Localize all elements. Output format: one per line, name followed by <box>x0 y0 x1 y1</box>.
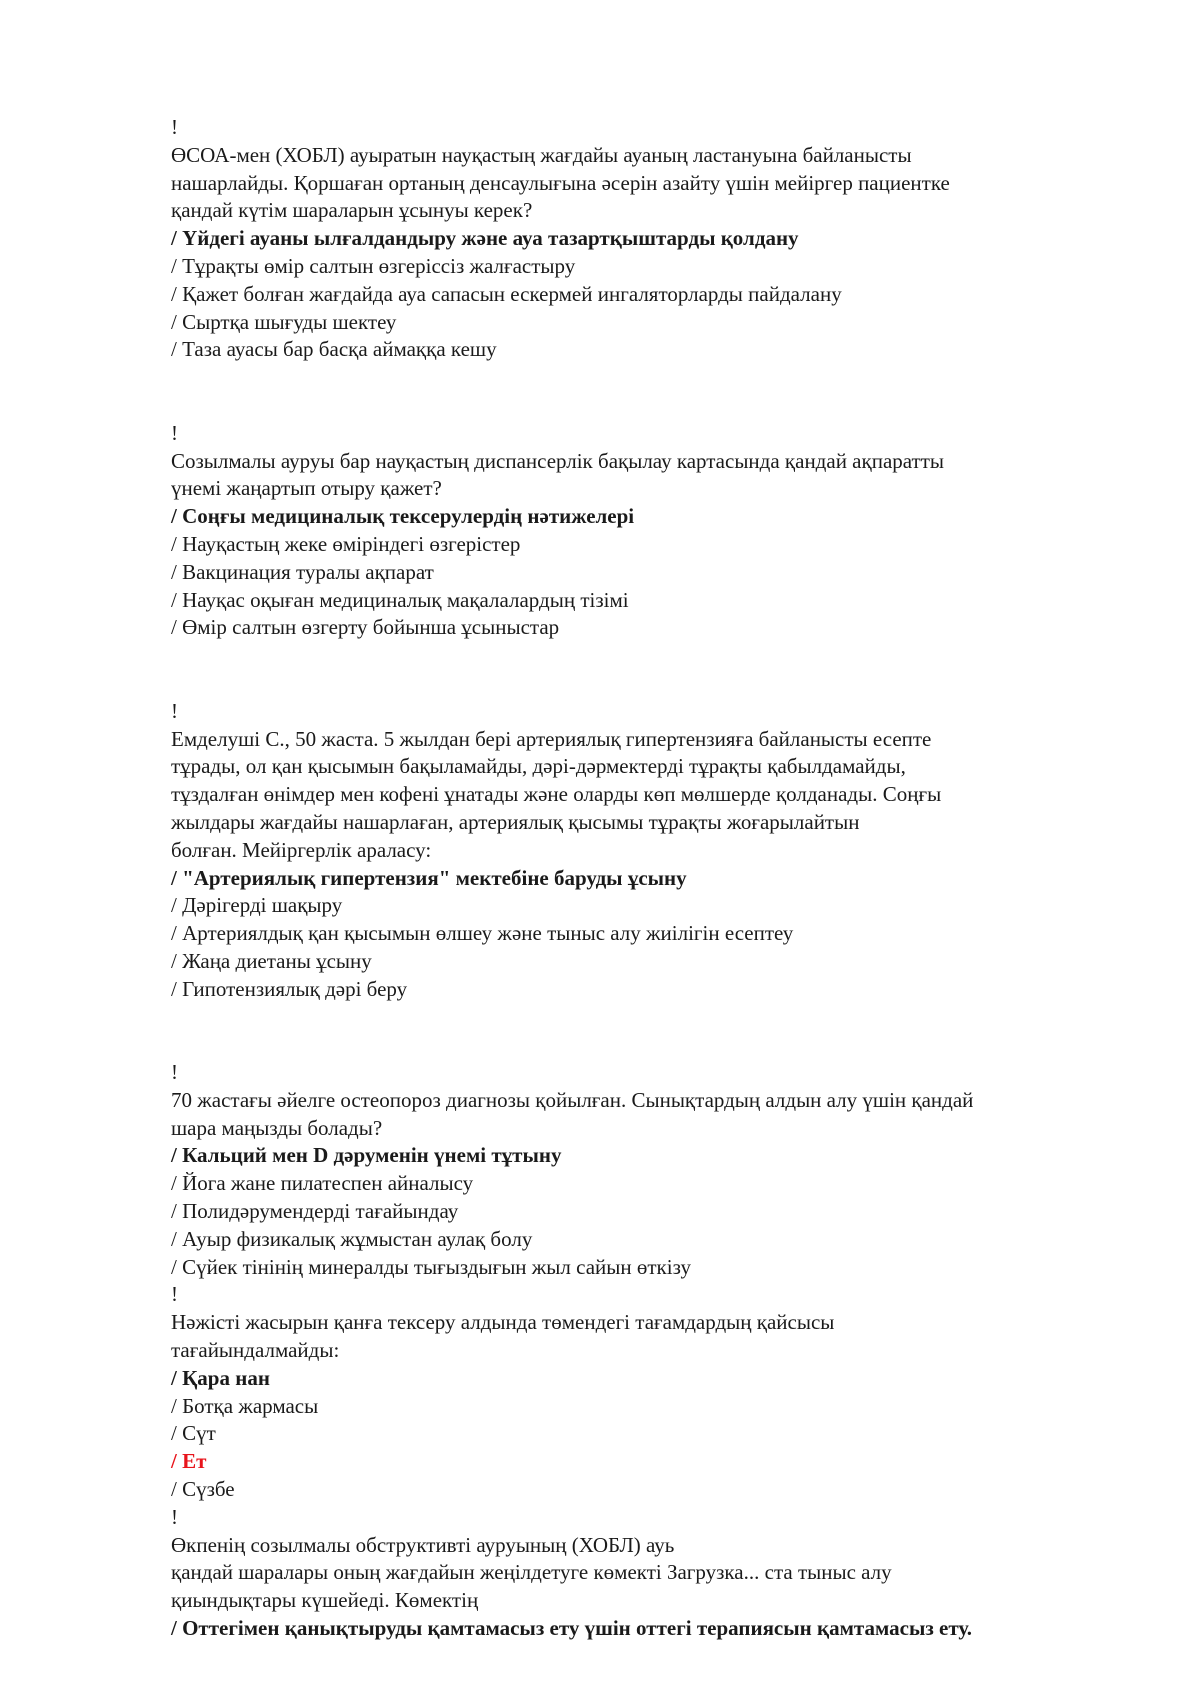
answer-option: / Сүзбе <box>171 1477 235 1502</box>
blank-line <box>171 642 1131 670</box>
question-block <box>171 1504 1131 1643</box>
answer-option: / Сүйек тінінің минералды тығыздығын жыл сайын өткізу <box>171 1254 691 1279</box>
answer-option: / Сүт <box>171 1421 216 1446</box>
question-block <box>171 420 1131 642</box>
question-text-line: шара маңызды болады? <box>171 1115 383 1140</box>
answer-option: / Йога жане пилатеспен айналысу <box>171 1171 474 1196</box>
correct-answer: / Үйдегі ауаны ылғалдандыру және ауа тазартқыштарды қолдану <box>171 226 799 251</box>
answer-option: / Науқас оқыған медициналық мақалалардың тізімі <box>171 587 629 612</box>
question-block <box>171 698 1131 1004</box>
question-marker: ! <box>171 1504 178 1529</box>
question-marker: ! <box>171 1060 178 1085</box>
question-text-line: үнемі жаңартып отыру қажет? <box>171 476 442 501</box>
answer-option: / Қажет болған жағдайда ауа сапасын ескермей ингаляторларды пайдалану <box>171 281 842 306</box>
correct-answer: / Соңғы медициналық тексерулердің нәтижелері <box>171 504 635 529</box>
question-block <box>171 1059 1131 1281</box>
question-text-line: болған. Мейіргерлік араласу: <box>171 837 432 862</box>
correct-answer: / Оттегімен қанықтыруды қамтамасыз ету үшін оттегі терапиясын қамтамасыз ету. <box>171 1616 973 1641</box>
answer-option: / Ботқа жармасы <box>171 1393 319 1418</box>
answer-option: / Дәрігерді шақыру <box>171 893 343 918</box>
correct-answer: / "Артериялық гипертензия" мектебіне баруды ұсыну <box>171 865 687 890</box>
blank-line <box>171 364 1131 392</box>
correct-answer: / Кальций мен D дәруменін үнемі тұтыну <box>171 1143 562 1168</box>
answer-option: / Өмір салтын өзгерту бойынша ұсыныстар <box>171 615 560 640</box>
question-marker: ! <box>171 1282 178 1307</box>
question-text-line: жылдары жағдайы нашарлаған, артериялық қысымы тұрақты жоғарылайтын <box>171 809 860 834</box>
blank-line <box>171 1031 1131 1059</box>
answer-option: / Науқастың жеке өміріндегі өзгерістер <box>171 531 521 556</box>
question-text-line: ӨСОА-мен (ХОБЛ) ауыратын науқастың жағдайы ауаның ластануына байланысты <box>171 142 912 167</box>
question-text-line: Созылмалы ауруы бар науқастың диспансерлік бақылау картасында қандай ақпаратты <box>171 448 945 473</box>
answer-option: / Ауыр физикалық жұмыстан аулақ болу <box>171 1226 533 1251</box>
question-text-line: Өкпенің созылмалы обструктивті ауруының (ХОБЛ) ауь <box>171 1532 675 1557</box>
question-text-line: қандай күтім шараларын ұсынуы керек? <box>171 198 533 223</box>
document-page <box>171 114 1131 1643</box>
answer-option: / Полидәрумендерді тағайындау <box>171 1199 459 1224</box>
question-marker: ! <box>171 698 178 723</box>
question-block <box>171 114 1131 364</box>
blank-line <box>171 392 1131 420</box>
question-block <box>171 1281 1131 1503</box>
question-text-line: Емделуші С., 50 жаста. 5 жылдан бері артериялық гипертензияға байланысты есепте <box>171 726 932 751</box>
question-text-line: 70 жастағы әйелге остеопороз диагнозы қойылған. Сынықтардың алдын алу үшін қандай <box>171 1087 974 1112</box>
answer-option: / Вакцинация туралы ақпарат <box>171 559 434 584</box>
answer-option: / Артериялдық қан қысымын өлшеу және тыныс алу жиілігін есептеу <box>171 921 794 946</box>
question-text-line: тұрады, ол қан қысымын бақыламайды, дәрі-дәрмектерді тұрақты қабылдамайды, <box>171 754 906 779</box>
answer-option: / Сыртқа шығуды шектеу <box>171 309 397 334</box>
blank-line <box>171 1004 1131 1032</box>
question-text-line: тағайындалмайды: <box>171 1338 340 1363</box>
correct-answer: / Қара нан <box>171 1365 270 1390</box>
question-marker: ! <box>171 420 178 445</box>
question-text-line: Нәжісті жасырын қанға тексеру алдында төмендегі тағамдардың қайсысы <box>171 1310 835 1335</box>
answer-option: / Гипотензиялық дәрі беру <box>171 976 408 1001</box>
question-text-line: қиындықтары күшейеді. Көмектің <box>171 1588 479 1613</box>
answer-option: / Тұрақты өмір салтын өзгеріссіз жалғастыру <box>171 253 576 278</box>
question-text-line: қандай шаралары оның жағдайын жеңілдетуге көмекті Загрузка... ста тыныс алу <box>171 1560 892 1585</box>
question-text-line: тұздалған өнімдер мен кофені ұнатады және оларды көп мөлшерде қолданады. Соңғы <box>171 782 942 807</box>
answer-option: / Таза ауасы бар басқа аймаққа кешу <box>171 337 497 362</box>
answer-option: / Жаңа диетаны ұсыну <box>171 948 372 973</box>
blank-line <box>171 670 1131 698</box>
question-text-line: нашарлайды. Қоршаған ортаның денсаулығына әсерін азайту үшін мейіргер пациентке <box>171 170 950 195</box>
question-marker: ! <box>171 115 178 139</box>
highlighted-answer: / Ет <box>171 1449 207 1474</box>
